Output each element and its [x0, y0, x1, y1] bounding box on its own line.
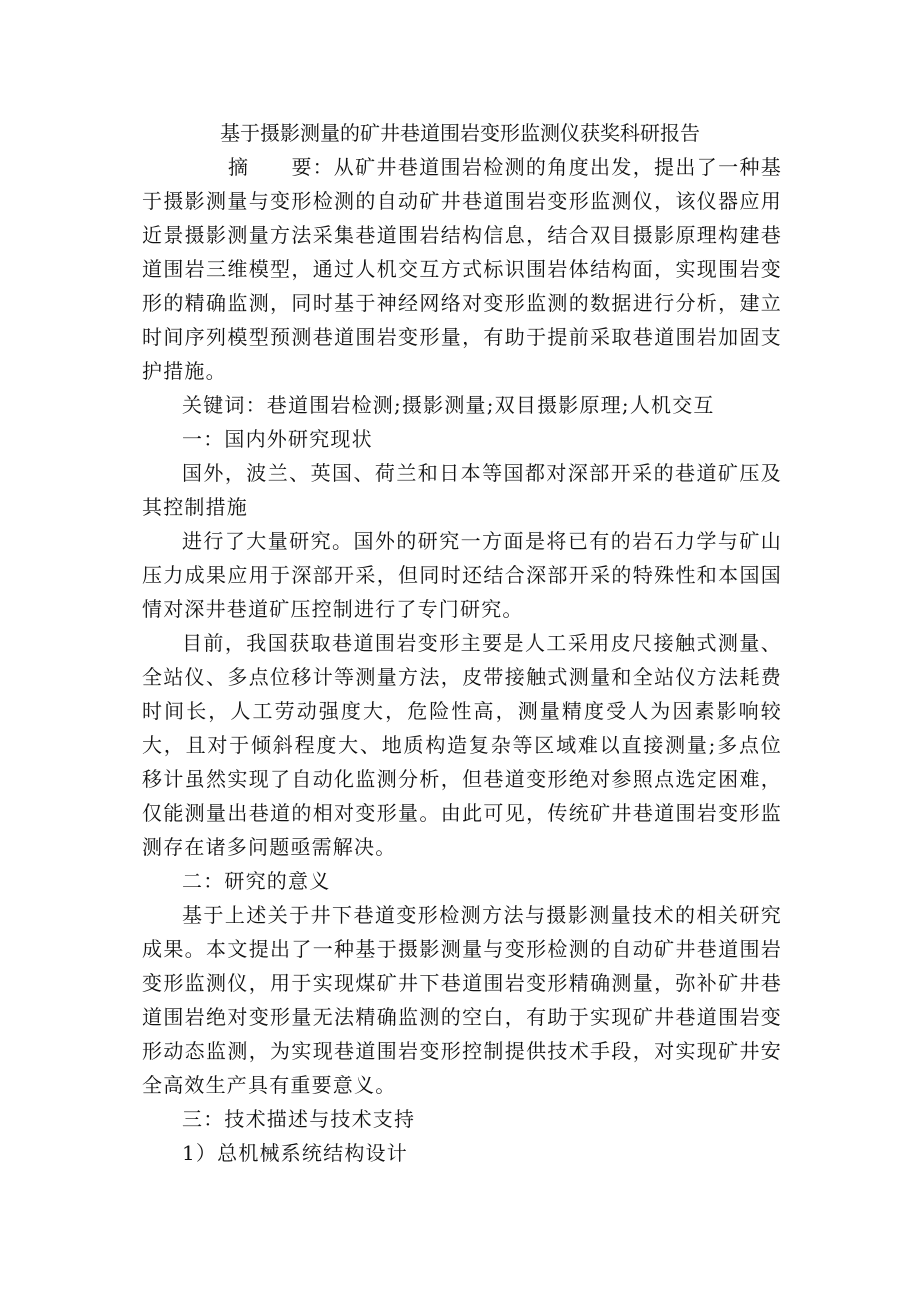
document-body [142, 150, 782, 1170]
section-heading-1: 一：国内外研究现状 [182, 427, 373, 451]
section2-paragraph-1: 基于上述关于井下巷道变形检测方法与摄影测量技术的相关研究成果。本文提出了一种基于摄影测量与变形检测的自动矿井巷道围岩变形监测仪，用于实现煤矿井下巷道围岩变形精确测量，弥补矿井巷道围岩绝对变形量无法精确监测的空白，有助于实现矿井巷道围岩变形动态监测，为实现巷道围岩变形控制提供技术手段，对实现矿井安全高效生产具有重要意义。 [142, 903, 782, 1097]
abstract-label: 摘 要： [228, 155, 334, 179]
section1-paragraph-1: 国外，波兰、英国、荷兰和日本等国都对深部开采的巷道矿压及其控制措施 [142, 461, 782, 519]
document-title: 基于摄影测量的矿井巷道围岩变形监测仪获奖科研报告 [220, 121, 700, 145]
subsection-heading-1: 1）总机械系统结构设计 [182, 1141, 408, 1165]
keywords-line: 关键词：巷道围岩检测;摄影测量;双目摄影原理;人机交互 [182, 393, 715, 417]
section1-paragraph-3: 目前，我国获取巷道围岩变形主要是人工采用皮尺接触式测量、全站仪、多点位移计等测量方法，皮带接触式测量和全站仪方法耗费时间长，人工劳动强度大，危险性高，测量精度受人为因素影响较大，且对于倾斜程度大、地质构造复杂等区域难以直接测量;多点位移计虽然实现了自动化监测分析，但巷道变形绝对参照点选定困难，仅能测量出巷道的相对变形量。由此可见，传统矿井巷道围岩变形监测存在诸多问题亟需解决。 [142, 631, 782, 859]
abstract-paragraph [142, 150, 782, 388]
abstract-text: 从矿井巷道围岩检测的角度出发，提出了一种基于摄影测量与变形检测的自动矿井巷道围岩变形监测仪，该仪器应用近景摄影测量方法采集巷道围岩结构信息，结合双目摄影原理构建巷道围岩三维模型，通过人机交互方式标识围岩体结构面，实现围岩变形的精确监测，同时基于神经网络对变形监测的数据进行分析，建立时间序列模型预测巷道围岩变形量，有助于提前采取巷道围岩加固支护措施。 [142, 155, 783, 383]
section-heading-3: 三：技术描述与技术支持 [182, 1107, 416, 1131]
section1-paragraph-2: 进行了大量研究。国外的研究一方面是将已有的岩石力学与矿山压力成果应用于深部开采，但同时还结合深部开采的特殊性和本国国情对深井巷道矿压控制进行了专门研究。 [142, 529, 782, 621]
section-heading-2: 二：研究的意义 [182, 869, 331, 893]
